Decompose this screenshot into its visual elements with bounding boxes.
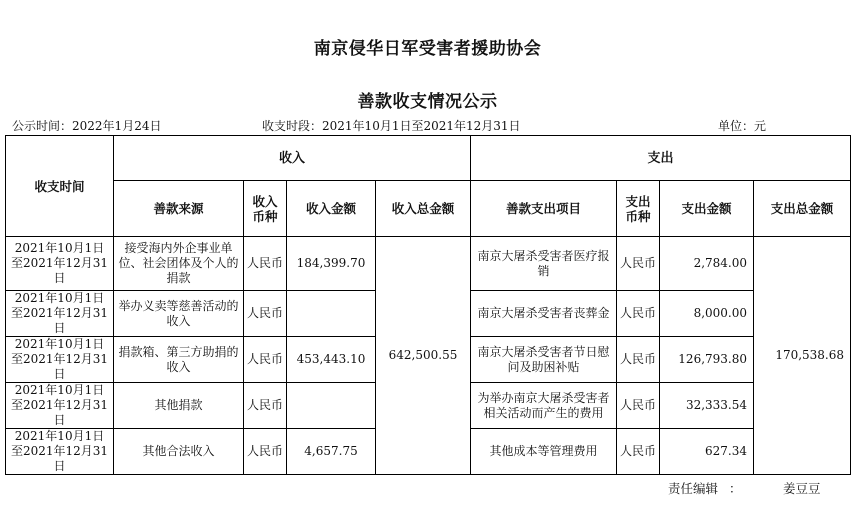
row-income-currency: 人民币: [244, 291, 287, 337]
header-expense-item: 善款支出项目: [471, 181, 617, 237]
publish-date: [12, 117, 161, 134]
finance-table: [5, 135, 851, 475]
row-expense-amount: 627.34: [660, 429, 754, 475]
row-expense-currency: 人民币: [617, 429, 660, 475]
row-expense-currency: 人民币: [617, 237, 660, 291]
row-time: 2021年10月1日至2021年12月31日: [6, 237, 114, 291]
row-expense-currency: 人民币: [617, 337, 660, 383]
unit-label: 单位：: [718, 119, 755, 133]
publish-date-value: 2022年1月24日: [72, 119, 162, 133]
row-income-source: 接受海内外企事业单位、社会团体及个人的捐款: [114, 237, 244, 291]
row-expense-currency: 人民币: [617, 383, 660, 429]
unit-value: 元: [754, 119, 767, 133]
header-income-group: 收入: [114, 136, 471, 181]
row-income-currency: 人民币: [244, 383, 287, 429]
row-income-amount: 184,399.70: [287, 237, 376, 291]
header-expense-amount: 支出金额: [660, 181, 754, 237]
row-income-source: 其他捐款: [114, 383, 244, 429]
row-expense-amount: 8,000.00: [660, 291, 754, 337]
publish-date-label: 公示时间：: [12, 119, 73, 133]
header-expense-currency: 支出币种: [617, 181, 660, 237]
row-income-amount: [287, 291, 376, 337]
income-total: 642,500.55: [376, 237, 471, 475]
period-value: 2021年10月1日至2021年12月31日: [322, 119, 521, 133]
table-row: [6, 237, 851, 291]
header-time: 收支时间: [6, 136, 114, 237]
row-expense-item: 为举办南京大屠杀受害者相关活动而产生的费用: [471, 383, 617, 429]
header-expense-group: 支出: [471, 136, 851, 181]
row-time: 2021年10月1日至2021年12月31日: [6, 383, 114, 429]
row-income-source: 举办义卖等慈善活动的收入: [114, 291, 244, 337]
row-expense-item: 南京大屠杀受害者节日慰问及助困补贴: [471, 337, 617, 383]
row-income-amount: [287, 383, 376, 429]
header-income-total: 收入总金额: [376, 181, 471, 237]
expense-total: 170,538.68: [754, 237, 851, 475]
header-expense-total: 支出总金额: [754, 181, 851, 237]
row-time: 2021年10月1日至2021年12月31日: [6, 337, 114, 383]
header-income-source: 善款来源: [114, 181, 244, 237]
row-income-currency: 人民币: [244, 237, 287, 291]
header-income-amount: 收入金额: [287, 181, 376, 237]
row-expense-amount: 126,793.80: [660, 337, 754, 383]
row-expense-item: 南京大屠杀受害者丧葬金: [471, 291, 617, 337]
editor-label: 责任编辑: [668, 481, 719, 496]
row-income-currency: 人民币: [244, 429, 287, 475]
period-label: 收支时段：: [262, 119, 323, 133]
period: [262, 117, 521, 134]
row-expense-currency: 人民币: [617, 291, 660, 337]
document-title: 善款收支情况公示: [357, 92, 498, 112]
organization-title: 南京侵华日军受害者援助协会: [313, 39, 542, 59]
row-income-source: 其他合法收入: [114, 429, 244, 475]
header-income-currency: 收入币种: [244, 181, 287, 237]
row-income-source: 捐款箱、第三方助捐的收入: [114, 337, 244, 383]
row-time: 2021年10月1日至2021年12月31日: [6, 291, 114, 337]
unit: [718, 117, 766, 134]
row-expense-amount: 2,784.00: [660, 237, 754, 291]
editor-colon: ：: [729, 481, 742, 496]
row-time: 2021年10月1日至2021年12月31日: [6, 429, 114, 475]
row-expense-item: 南京大屠杀受害者医疗报销: [471, 237, 617, 291]
row-income-amount: 4,657.75: [287, 429, 376, 475]
row-expense-amount: 32,333.54: [660, 383, 754, 429]
row-income-currency: 人民币: [244, 337, 287, 383]
row-expense-item: 其他成本等管理费用: [471, 429, 617, 475]
editor-name: 姜豆豆: [783, 481, 821, 496]
row-income-amount: 453,443.10: [287, 337, 376, 383]
